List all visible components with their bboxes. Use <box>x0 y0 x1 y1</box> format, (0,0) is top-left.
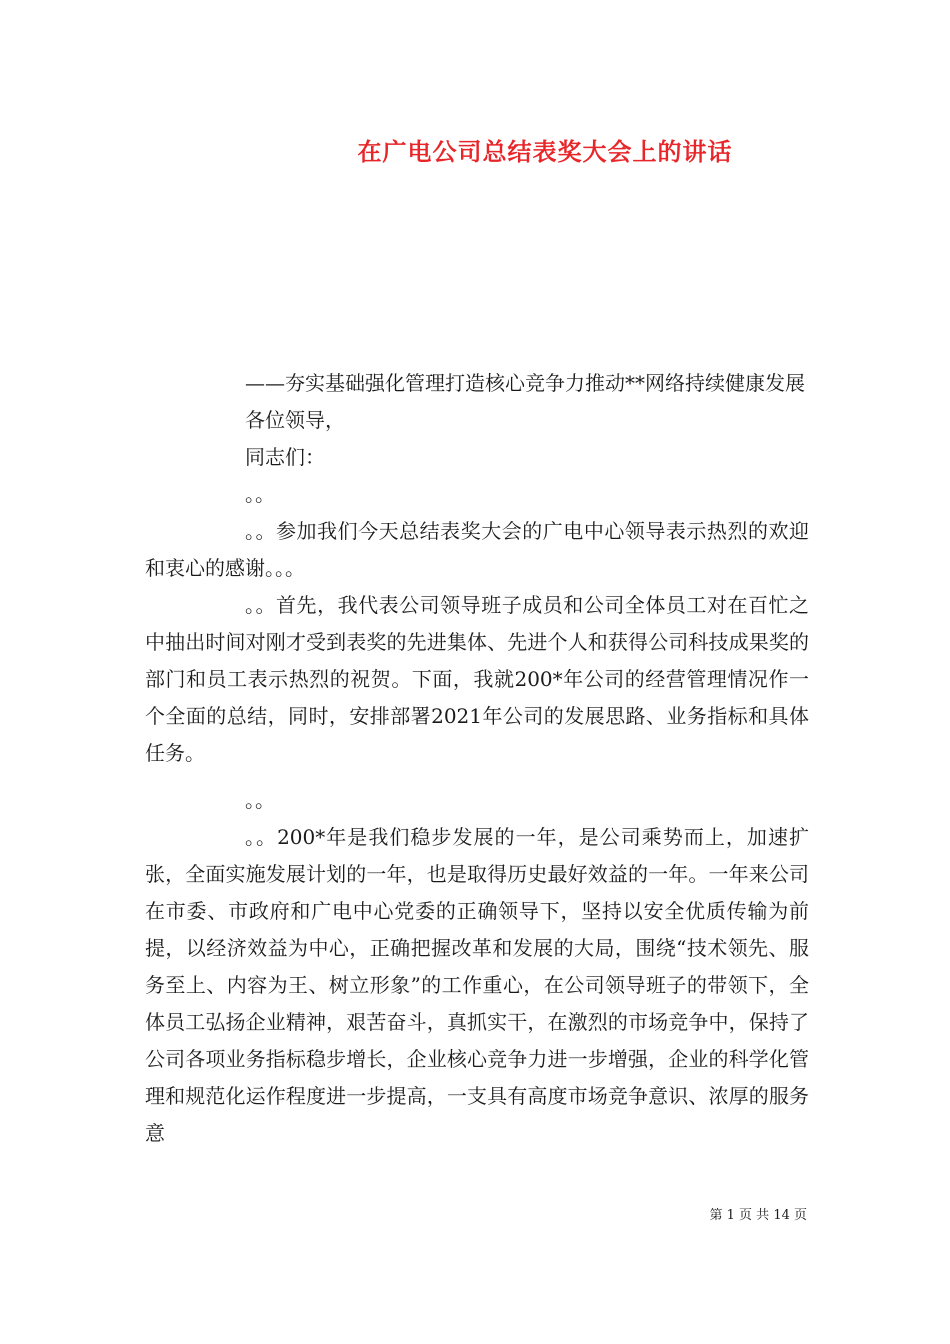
paragraph: 。。 <box>245 482 275 506</box>
paragraph: 。。参加我们今天总结表奖大会的广电中心领导表示热烈的欢迎和衷心的感谢。。。 <box>145 519 809 580</box>
paragraph: 。。 <box>245 788 275 812</box>
subtitle: ——夯实基础强化管理打造核心竞争力推动**网络持续健康发展 <box>245 371 805 395</box>
paragraph: 。。200*年是我们稳步发展的一年，是公司乘势而上，加速扩张，全面实施发展计划的一年，也是取得历史最好效益的一年。一年来公司在市委、市政府和广电中心党委的正确领导下，坚持以安全优质传输为前提，以经济效益为中心，正确把握改革和发展的大局，围绕“技术领先、服务至上、内容为王、树立形象”的工作重心，在公司领导班子的带领下，全体员工弘扬企业精神，艰苦奋斗，真抓实干，在激烈的市场竞争中，保持了公司各项业务指标稳步增长，企业核心竞争力进一步增强，企业的科学化管理和规范化运作程度进一步提高，一支具有高度市场竞争意识、浓厚的服务意 <box>145 825 809 1145</box>
paragraph-salutation-1: 各位领导， <box>245 408 345 432</box>
document-body <box>145 365 809 1152</box>
paragraph: 。。首先，我代表公司领导班子成员和公司全体员工对在百忙之中抽出时间对刚才受到表奖的先进集体、先进个人和获得公司科技成果奖的部门和员工表示热烈的祝贺。下面，我就200*年公司的经营管理情况作一个全面的总结，同时，安排部署2021年公司的发展思路、业务指标和具体任务。 <box>145 593 809 765</box>
paragraph-salutation-2: 同志们： <box>245 445 325 469</box>
document-title: 在广电公司总结表奖大会上的讲话 <box>357 137 733 166</box>
page-number: 第 1 页 共 14 页 <box>709 1208 807 1223</box>
